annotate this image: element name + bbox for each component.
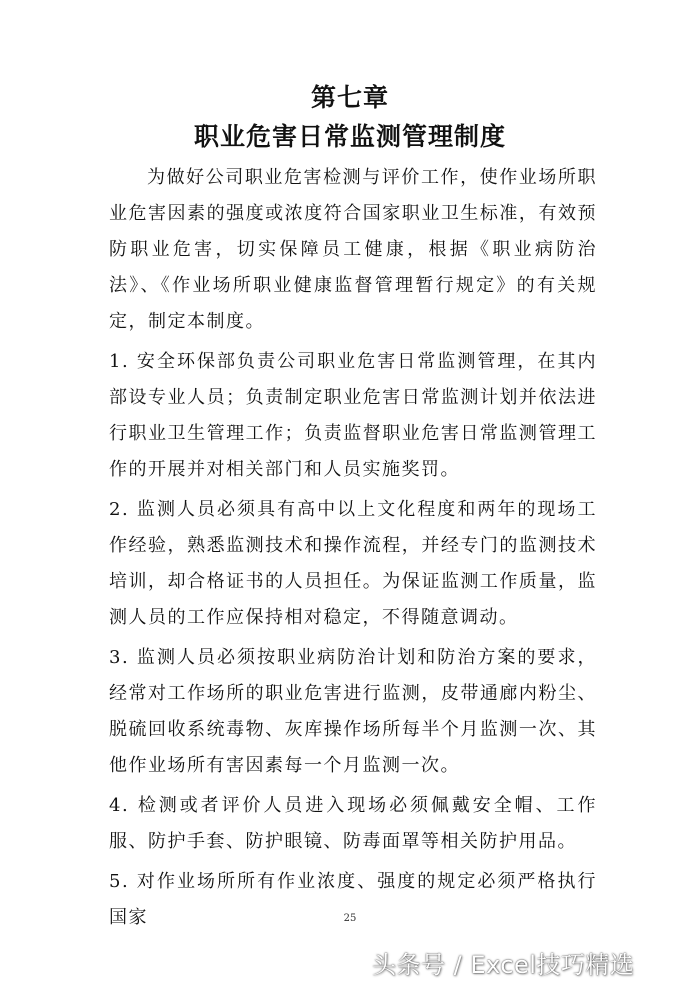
chapter-heading: 第七章 [310,83,389,112]
list-item: 4. 检测或者评价人员进入现场必须佩戴安全帽、工作服、防护手套、防护眼镜、防毒面罩等相关防护用品。 [109,795,597,852]
document-body [109,160,597,940]
list-item: 3. 监测人员必须按职业病防治计划和防治方案的要求，经常对工作场所的职业危害进行监测，皮带通廊内粉尘、脱硫回收系统毒物、灰库操作场所每半个月监测一次、其他作业场所有害因素每一个月监测一次。 [109,647,597,776]
page-number: 25 [343,913,357,924]
document-title: 职业危害日常监测管理制度 [193,122,506,151]
list-item: 5. 对作业场所所有作业浓度、强度的规定必须严格执行国家 [109,871,597,928]
list-item: 1. 安全环保部负责公司职业危害日常监测管理，在其内部设专业人员；负责制定职业危害日常监测计划并依法进行职业卫生管理工作；负责监督职业危害日常监测管理工作的开展并对相关部门和人员实施奖罚。 [109,351,597,480]
intro-paragraph: 为做好公司职业危害检测与评价工作，使作业场所职业危害因素的强度或浓度符合国家职业卫生标准，有效预防职业危害，切实保障员工健康，根据《职业病防治法》、《作业场所职业健康监督管理暂行规定》的有关规定，制定本制度。 [109,167,597,332]
list-item: 2. 监测人员必须具有高中以上文化程度和两年的现场工作经验，熟悉监测技术和操作流程，并经专门的监测技术培训，却合格证书的人员担任。为保证监测工作质量，监测人员的工作应保持相对稳定，不得随意调动。 [109,499,597,628]
watermark-text: 头条号 / Excel技巧精选 [372,951,635,979]
